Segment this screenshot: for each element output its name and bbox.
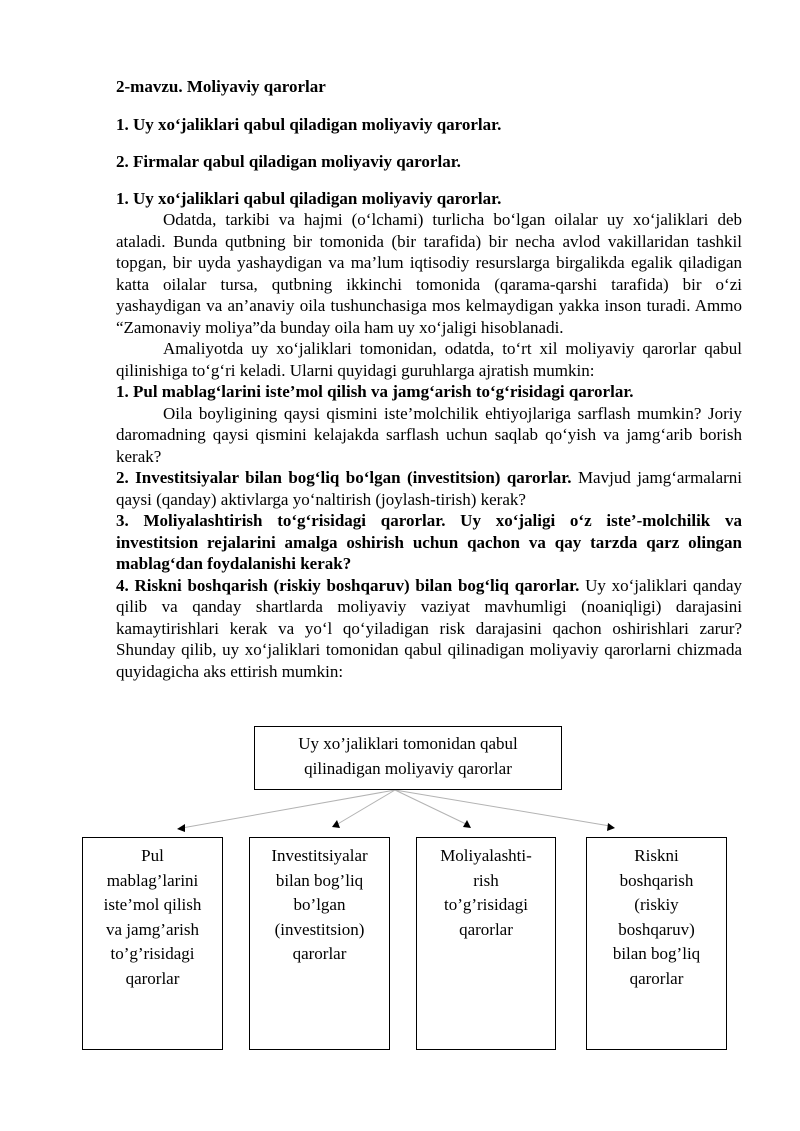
leaf-2-label: Investitsiyalar bilan bog’liq bo’lgan (investitsion) qarorlar	[271, 846, 368, 963]
connector-to-leaf-2	[336, 790, 395, 825]
decision-2-text: Mavjud jamg‘armalarni qaysi (qanday) aktivlarga yo‘naltirish (joylash-tirish) kerak?	[116, 468, 742, 509]
diagram-leaf-financing	[416, 837, 556, 1050]
diagram-root-box	[254, 726, 562, 790]
diagram-leaf-investment	[249, 837, 390, 1050]
decision-4-text: Uy xo‘jaliklari qanday qilib va qanday shartlarda moliyaviy vaziyat mavhumligi (noaniqligi) darajasini kamaytirishlari kerak va yo‘l qo‘yiladigan risk darajasini qachon oshirishlari zarur? Shunday qilib, uy xo‘jaliklari tomonidan qabul qilinadigan moliyaviy qarorlarni chizmada quyidagicha aks ettirish mumkin:	[116, 575, 742, 681]
decision-1-title: 1. Pul mablag‘larini iste’mol qilish va jamg‘arish to‘g‘risidagi qarorlar.	[116, 382, 634, 401]
connector-lines	[182, 790, 610, 828]
connector-to-leaf-4	[395, 790, 610, 826]
connector-to-leaf-3	[395, 790, 468, 825]
decision-2-title: 2. Investitsiyalar bilan bog‘liq bo‘lgan (investitsion) qarorlar.	[116, 468, 572, 487]
paragraph-four-decisions: Amaliyotda uy xo‘jaliklari tomonidan, odatda, to‘rt xil moliyaviy qarorlar qabul qilinishiga to‘g‘ri keladi. Ularni quyidagi guruhlarga ajratish mumkin:	[116, 339, 742, 380]
decision-1-text: Oila boyligining qaysi qismini iste’molchilik ehtiyojlariga sarflash mumkin? Joriy daromadning qaysi qismini kelajakda sarflash uchun saqlab qo‘yish va jamg‘arib borish kerak?	[116, 403, 742, 466]
arrowhead-leaf-1	[177, 824, 185, 832]
document-body	[116, 76, 742, 682]
decision-3-paragraph: 3. Moliyalashtirish to‘g‘risidagi qarorlar. Uy xo‘jaligi o‘z iste’-molchilik va investitsion rejalarini amalga oshirish uchun qachon va qay tarzda qarz olingan mablag‘dan foydalanishi kerak?	[116, 511, 742, 573]
paragraph-households-definition: Odatda, tarkibi va hajmi (o‘lchami) turlicha bo‘lgan oilalar uy xo‘jaliklari deb ataladi. Bunda qutbning bir tomonida (bir tarafida) bir necha avlod vakillaridan tashkil topgan, bir uyda yashaydigan va ma’lum iqtisodiy resurslarga birgalikda egalik qiladigan katta oilalar tursa, qutbning ikkinchi tomonida (qarama-qarshi tarafida) bir o‘zi yashaydigan va an’anaviy oila tushunchasiga mos kelmaydigan yakka inson turadi. Ammo “Zamonaviy moliya”da bunday oila ham uy xo‘jaligi hisoblanadi.	[116, 210, 742, 337]
diagram-leaf-consumption-savings	[82, 837, 223, 1050]
arrowhead-leaf-3	[463, 820, 471, 828]
arrowhead-leaf-4	[607, 823, 615, 831]
decision-2-paragraph	[116, 467, 742, 510]
outline-item-2: 2. Firmalar qabul qiladigan moliyaviy qarorlar.	[116, 152, 461, 171]
outline-item-1: 1. Uy xo‘jaliklari qabul qiladigan moliyaviy qarorlar.	[116, 114, 502, 134]
diagram-root-label: Uy xo’jaliklari tomonidan qabul qilinadigan moliyaviy qarorlar	[298, 734, 518, 778]
diagram-leaf-risk-management	[586, 837, 727, 1050]
document-title: 2-mavzu. Moliyaviy qarorlar	[116, 77, 326, 96]
connector-arrowheads	[177, 820, 615, 832]
leaf-3-label: Moliyalashti- rish to’g’risidagi qarorlar	[440, 846, 532, 939]
section-1-title: 1. Uy xo‘jaliklari qabul qiladigan moliyaviy qarorlar.	[116, 188, 502, 208]
connector-to-leaf-1	[182, 790, 395, 828]
arrowhead-leaf-2	[332, 820, 340, 828]
leaf-4-label: Riskni boshqarish (riskiy boshqaruv) bilan bog’liq qarorlar	[612, 846, 701, 988]
decision-4-paragraph	[116, 575, 742, 683]
decision-4-title: 4. Riskni boshqarish (riskiy boshqaruv) bilan bog‘liq qarorlar.	[116, 575, 580, 595]
leaf-1-label: Pul mablag’larini iste’mol qilish va jamg’arish to’g’risidagi qarorlar	[103, 846, 202, 988]
